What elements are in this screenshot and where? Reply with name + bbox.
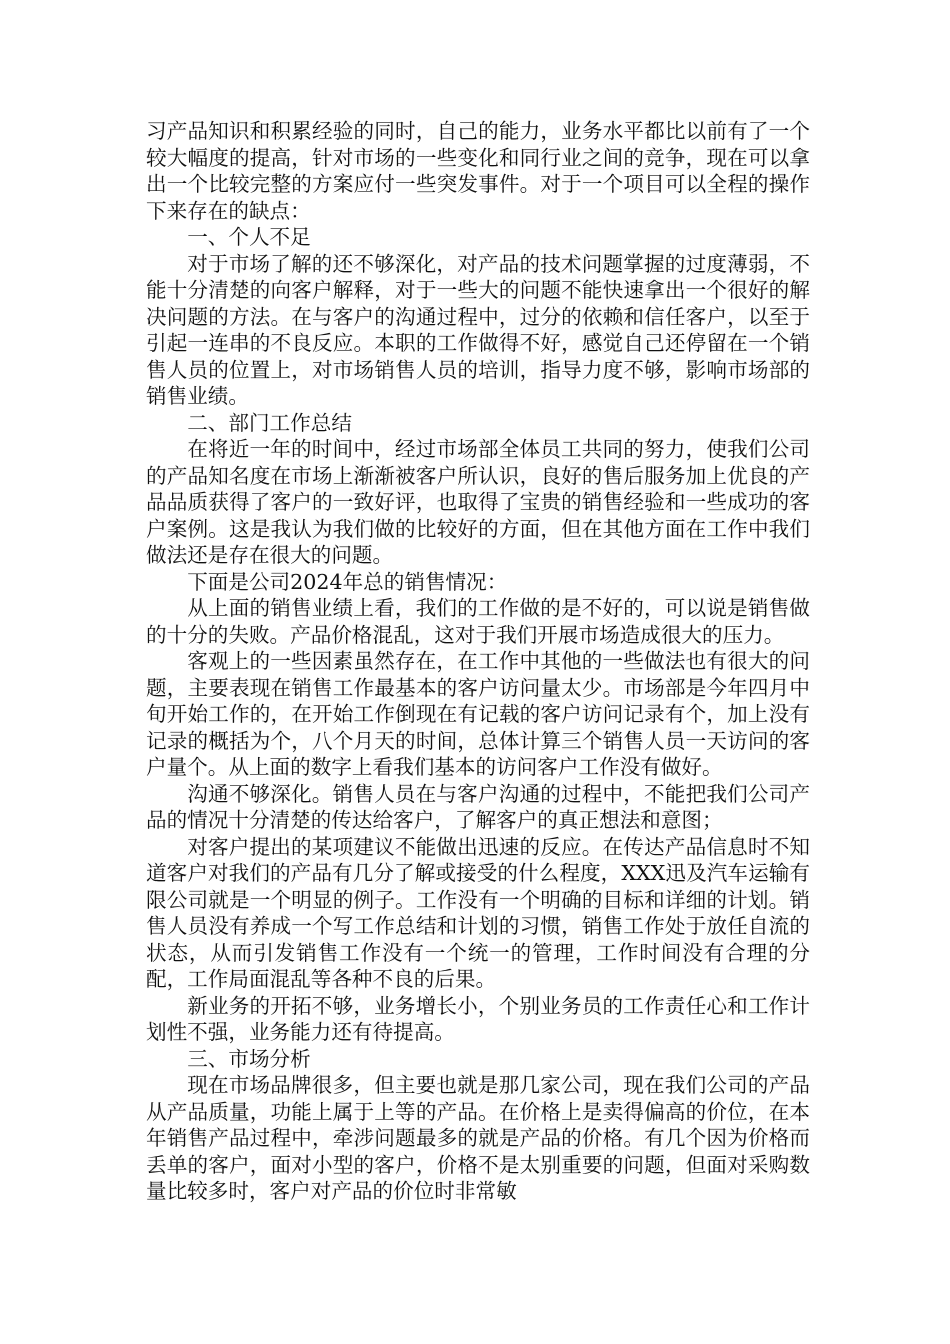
paragraph-client-response: 对客户提出的某项建议不能做出迅速的反应。在传达产品信息时不知道客户对我们的产品有几分了解或接受的什么程度，XXX迅及汽车运输有限公司就是一个明显的例子。工作没有一个明确的目标和详细的计划。销售人员没有养成一个写工作总结和计划的习惯，销售工作处于放任自流的状态，从而引发销售工作没有一个统一的管理，工作时间没有合理的分配，工作局面混乱等各种不良的后果。 [146,834,810,991]
paragraph-communication: 沟通不够深化。销售人员在与客户沟通的过程中，不能把我们公司产品的情况十分清楚的传达给客户，了解客户的真正想法和意图； [146,781,810,832]
paragraph-market-analysis: 现在市场品牌很多，但主要也就是那几家公司，现在我们公司的产品从产品质量，功能上属于上等的产品。在价格上是卖得偏高的价位，在本年销售产品过程中，牵涉问题最多的就是产品的价格。有几个因为价格而丢单的客户，面对小型的客户，价格不是太别重要的问题，但面对采购数量比较多时，客户对产品的价位时非常敏 [146,1073,810,1203]
paragraph-personal-shortcomings: 对于市场了解的还不够深化，对产品的技术问题掌握的过度薄弱，不能十分清楚的向客户解释，对于一些大的问题不能快速拿出一个很好的解决问题的方法。在与客户的沟通过程中，过分的依赖和信任客户，以至于引起一连串的不良反应。本职的工作做得不好，感觉自己还停留在一个销售人员的位置上，对市场销售人员的培训，指导力度不够，影响市场部的销售业绩。 [146,251,810,408]
paragraph-continuation: 习产品知识和积累经验的同时，自己的能力，业务水平都比以前有了一个较大幅度的提高，针对市场的一些变化和同行业之间的竞争，现在可以拿出一个比较完整的方案应付一些突发事件。对于一个项目可以全程的操作下来存在的缺点： [146,119,810,223]
paragraph-sales-intro: 下面是公司2024年总的销售情况： [187,569,508,594]
paragraph-objective-factors: 客观上的一些因素虽然存在，在工作中其他的一些做法也有很大的问题，主要表现在销售工作最基本的客户访问量太少。市场部是今年四月中旬开始工作的，在开始工作倒现在有记载的客户访问记录有个，加上没有记录的概括为个，八个月天的时间，总体计算三个销售人员一天访问的客户量个。从上面的数字上看我们基本的访问客户工作没有做好。 [146,649,810,779]
heading-personal-shortcomings: 一、个人不足 [187,225,311,249]
document-page [146,118,810,1205]
heading-department-summary: 二、部门工作总结 [187,410,352,435]
paragraph-sales-performance: 从上面的销售业绩上看，我们的工作做的是不好的，可以说是销售做的十分的失败。产品价格混乱，这对于我们开展市场造成很大的压力。 [146,596,810,647]
paragraph-department-summary: 在将近一年的时间中，经过市场部全体员工共同的努力，使我们公司的产品知名度在市场上渐渐被客户所认识，良好的售后服务加上优良的产品品质获得了客户的一致好评，也取得了宝贵的销售经验和一些成功的客户案例。这是我认为我们做的比较好的方面，但在其他方面在工作中我们做法还是存在很大的问题。 [146,437,810,567]
paragraph-new-business: 新业务的开拓不够，业务增长小，个别业务员的工作责任心和工作计划性不强，业务能力还有待提高。 [146,993,810,1044]
heading-market-analysis: 三、市场分析 [187,1046,311,1071]
